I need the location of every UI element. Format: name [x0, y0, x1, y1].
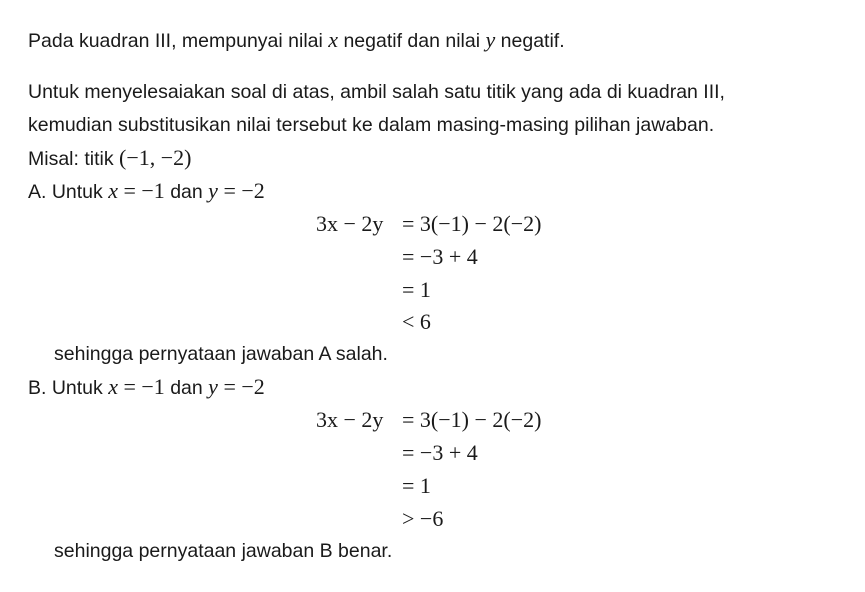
option-a-conclusion: sehingga pernyataan jawaban A salah.: [54, 343, 388, 365]
example-point-line: [28, 146, 191, 171]
misal-label: Misal: titik: [28, 148, 120, 170]
option-b-x-var: x: [108, 374, 118, 399]
option-a-step-4: < 6: [402, 309, 431, 334]
option-b-y-value: = −2: [217, 374, 265, 399]
intro-text-3: negatif.: [495, 30, 565, 52]
intro-text-2: negatif dan nilai: [338, 30, 486, 52]
option-b-dan: dan: [164, 377, 209, 399]
option-a-dan: dan: [164, 181, 209, 203]
option-a-x-value: = −1: [117, 178, 165, 203]
intro-text-1: Pada kuadran III, mempunyai nilai: [28, 30, 329, 52]
option-a-step-3: = 1: [402, 277, 431, 302]
option-a-label: A. Untuk: [28, 181, 109, 203]
intro-line: [28, 28, 565, 53]
option-a-step-1: = 3(−1) − 2(−2): [402, 211, 542, 236]
paragraph-line-1: Untuk menyelesaiakan soal di atas, ambil salah satu titik yang ada di kuadran III,: [28, 81, 725, 103]
misal-point: (−1, −2): [119, 145, 192, 170]
option-a-lhs: 3x − 2y: [316, 211, 384, 236]
option-b-heading: [28, 375, 265, 400]
option-a-y-var: y: [208, 178, 218, 203]
option-a-step-2: = −3 + 4: [402, 244, 478, 269]
option-b-step-1: = 3(−1) − 2(−2): [402, 407, 542, 432]
option-b-y-var: y: [208, 374, 218, 399]
option-a-heading: [28, 179, 265, 204]
option-a-x-var: x: [108, 178, 118, 203]
option-b-conclusion: sehingga pernyataan jawaban B benar.: [54, 540, 393, 562]
option-b-step-3: = 1: [402, 473, 431, 498]
option-b-label: B. Untuk: [28, 377, 109, 399]
option-b-step-2: = −3 + 4: [402, 440, 478, 465]
var-x: x: [328, 27, 339, 52]
paragraph-line-2: kemudian substitusikan nilai tersebut ke dalam masing-masing pilihan jawaban.: [28, 114, 715, 136]
option-b-x-value: = −1: [117, 374, 165, 399]
option-a-y-value: = −2: [217, 178, 265, 203]
var-y: y: [485, 27, 496, 52]
option-b-step-4: > −6: [402, 506, 444, 531]
option-b-lhs: 3x − 2y: [316, 407, 384, 432]
